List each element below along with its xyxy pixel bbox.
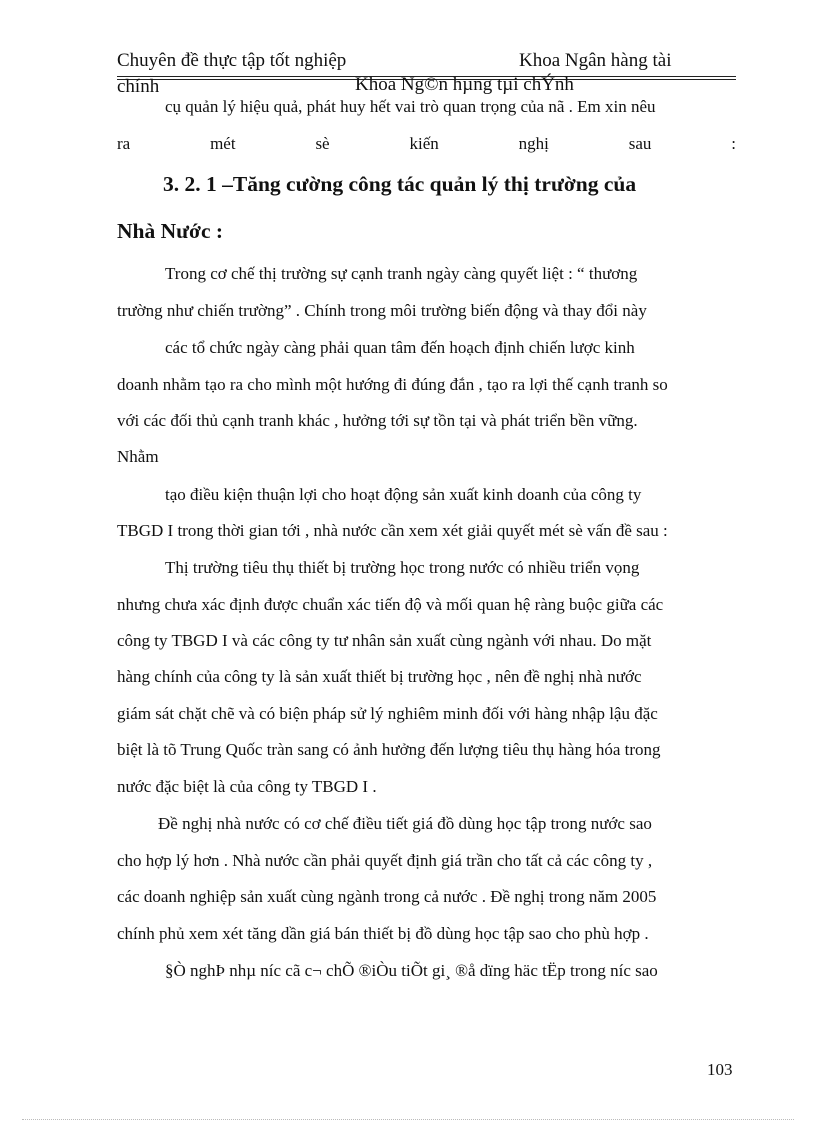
body-line: hàng chính của công ty là sản xuất thiết bị trường học , nên đề nghị nhà nước: [117, 667, 642, 686]
body-line: doanh nhằm tạo ra cho mình một hướng đi đúng đắn , tạo ra lợi thế cạnh tranh so: [117, 375, 668, 394]
page-number: 103: [707, 1060, 733, 1079]
body-line: cụ quản lý hiệu quả, phát huy hết vai trò quan trọng của nã . Em xin nêu: [165, 97, 656, 116]
header-title: Chuyên đề thực tập tốt nghiệp: [117, 50, 347, 71]
body-line: biệt là tõ Trung Quốc tràn sang có ảnh hưởng đến lượng tiêu thụ hàng hóa trong: [117, 740, 661, 759]
section-heading: 3. 2. 1 –Tăng cường công tác quản lý thị trường của: [163, 172, 637, 196]
word: sè: [315, 134, 330, 153]
body-line: Trong cơ chế thị trường sự cạnh tranh ngày càng quyết liệt : “ thương: [165, 264, 638, 283]
word: kiến: [409, 134, 439, 153]
word: sau: [628, 134, 652, 153]
body-line: các tổ chức ngày càng phải quan tâm đến hoạch định chiến lược kinh: [165, 338, 635, 357]
body-line: cho hợp lý hơn . Nhà nước cần phải quyết định giá trần cho tất cả các công ty ,: [117, 851, 653, 870]
page-bottom-divider: [22, 1119, 794, 1120]
word: nghị: [518, 134, 549, 153]
body-line: Thị trường tiêu thụ thiết bị trường học trong nước có nhiều triển vọng: [165, 558, 640, 577]
body-line: nước đặc biệt là của công ty TBGD I .: [117, 777, 377, 796]
body-line: Đề nghị nhà nước có cơ chế điều tiết giá đồ dùng học tập trong nước sao: [158, 814, 652, 833]
header-department-wrap: chính: [117, 76, 160, 97]
body-line: chính phủ xem xét tăng dần giá bán thiết bị đồ dùng học tập sao cho phù hợp .: [117, 924, 649, 943]
body-line: Nhằm: [117, 447, 159, 466]
section-heading-cont: Nhà Nước :: [117, 219, 224, 243]
body-line-spread: [117, 134, 736, 154]
body-line: giám sát chặt chẽ và có biện pháp sử lý nghiêm minh đối với hàng nhập lậu đặc: [117, 704, 658, 723]
header-garbled-text: Khoa Ng©n hµng tµi chÝnh: [355, 74, 574, 95]
word: ra: [117, 134, 131, 153]
word: mét: [210, 134, 236, 153]
header-department: Khoa Ngân hàng tài: [519, 50, 672, 71]
body-line: các doanh nghiệp sản xuất cùng ngành trong cả nước . Đề nghị trong năm 2005: [117, 887, 657, 906]
body-line: nhưng chưa xác định được chuẩn xác tiến độ và mối quan hệ ràng buộc giữa các: [117, 595, 664, 614]
body-line: TBGD I trong thời gian tới , nhà nước cần xem xét giải quyết mét sè vấn đề sau :: [117, 521, 668, 540]
body-line: tạo điều kiện thuận lợi cho hoạt động sản xuất kinh doanh của công ty: [165, 485, 642, 504]
body-line: trường như chiến trường” . Chính trong môi trường biến động và thay đổi này: [117, 301, 647, 320]
body-line-garbled: §Ò nghÞ nhµ níc cã c¬ chÕ ®iÒu tiÕt gi¸ ®å dïng häc tËp trong níc sao: [165, 961, 658, 980]
body-line: với các đối thủ cạnh tranh khác , hưởng tới sự tồn tại và phát triển bền vững.: [117, 411, 638, 430]
word: :: [731, 134, 736, 153]
body-line: công ty TBGD I và các công ty tư nhân sản xuất cùng ngành với nhau. Do mặt: [117, 631, 652, 650]
